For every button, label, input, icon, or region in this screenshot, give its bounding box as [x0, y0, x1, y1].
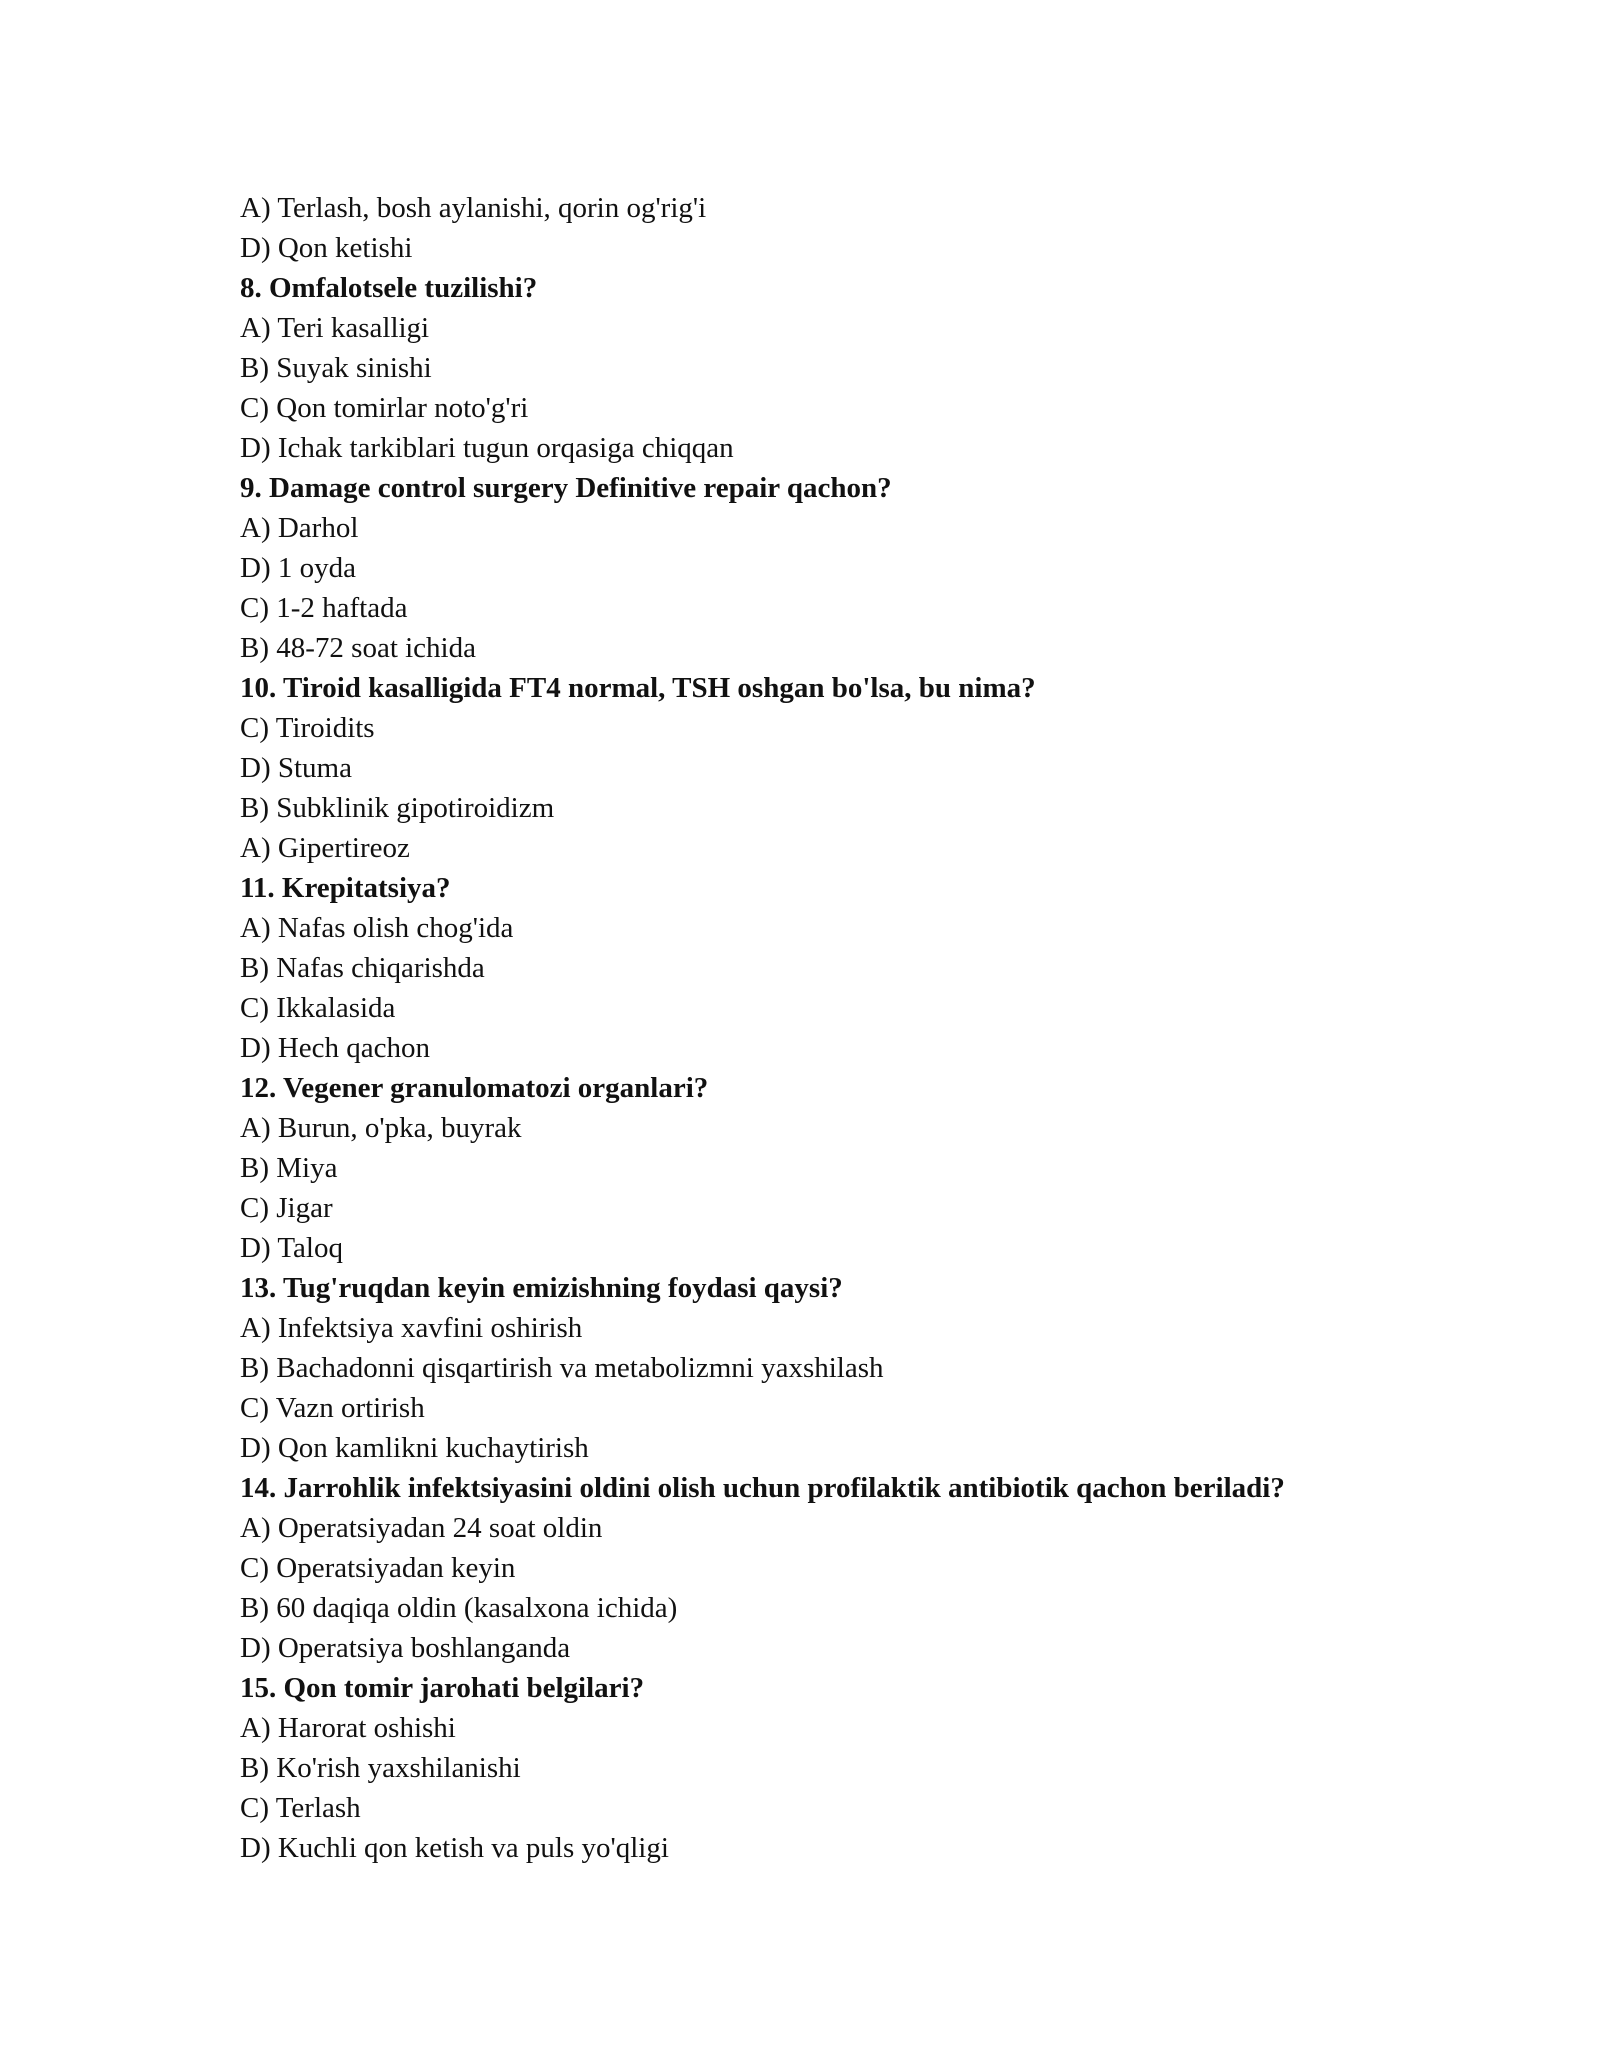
answer-option: A) Gipertireoz [240, 832, 410, 864]
answer-option: D) Operatsiya boshlanganda [240, 1632, 571, 1664]
question-heading: 13. Tug'ruqdan keyin emizishning foydasi qaysi? [240, 1272, 843, 1304]
answer-option: A) Nafas olish chog'ida [240, 912, 514, 944]
answer-option: A) Harorat oshishi [240, 1712, 456, 1744]
answer-option: C) Vazn ortirish [240, 1392, 425, 1424]
answer-option: B) Subklinik gipotiroidizm [240, 792, 555, 824]
answer-option: A) Darhol [240, 512, 359, 544]
document-page [240, 188, 1440, 1868]
answer-option: D) Qon kamlikni kuchaytirish [240, 1432, 589, 1464]
answer-option: C) Qon tomirlar noto'g'ri [240, 392, 529, 424]
answer-option: B) Bachadonni qisqartirish va metabolizmni yaxshilash [240, 1352, 884, 1384]
answer-option: D) 1 oyda [240, 552, 356, 584]
answer-option: C) Ikkalasida [240, 992, 396, 1024]
answer-option: B) 60 daqiqa oldin (kasalxona ichida) [240, 1592, 678, 1624]
answer-option: B) Miya [240, 1152, 338, 1184]
answer-option: A) Terlash, bosh aylanishi, qorin og'rig'i [240, 192, 707, 224]
answer-option: B) 48-72 soat ichida [240, 632, 476, 664]
answer-option: C) 1-2 haftada [240, 592, 408, 624]
answer-option: D) Ichak tarkiblari tugun orqasiga chiqqan [240, 432, 734, 464]
question-heading: 11. Krepitatsiya? [240, 872, 451, 904]
answer-option: B) Nafas chiqarishda [240, 952, 485, 984]
question-heading: 15. Qon tomir jarohati belgilari? [240, 1672, 645, 1704]
answer-option: D) Qon ketishi [240, 232, 413, 264]
question-heading: 10. Tiroid kasalligida FT4 normal, TSH oshgan bo'lsa, bu nima? [240, 672, 1036, 704]
answer-option: A) Operatsiyadan 24 soat oldin [240, 1512, 603, 1544]
answer-option: D) Taloq [240, 1232, 343, 1264]
answer-option: C) Jigar [240, 1192, 333, 1224]
question-heading: 9. Damage control surgery Definitive repair qachon? [240, 472, 892, 504]
question-heading: 8. Omfalotsele tuzilishi? [240, 272, 538, 304]
answer-option: D) Stuma [240, 752, 352, 784]
answer-option: D) Hech qachon [240, 1032, 431, 1064]
answer-option: C) Terlash [240, 1792, 361, 1824]
answer-option: A) Burun, o'pka, buyrak [240, 1112, 522, 1144]
question-heading: 14. Jarrohlik infektsiyasini oldini olish uchun profilaktik antibiotik qachon beriladi? [240, 1472, 1285, 1504]
answer-option: A) Infektsiya xavfini oshirish [240, 1312, 583, 1344]
answer-option: B) Suyak sinishi [240, 352, 432, 384]
answer-option: C) Tiroidits [240, 712, 375, 744]
question-heading: 12. Vegener granulomatozi organlari? [240, 1072, 709, 1104]
answer-option: A) Teri kasalligi [240, 312, 430, 344]
answer-option: C) Operatsiyadan keyin [240, 1552, 516, 1584]
answer-option: D) Kuchli qon ketish va puls yo'qligi [240, 1832, 669, 1864]
answer-option: B) Ko'rish yaxshilanishi [240, 1752, 521, 1784]
